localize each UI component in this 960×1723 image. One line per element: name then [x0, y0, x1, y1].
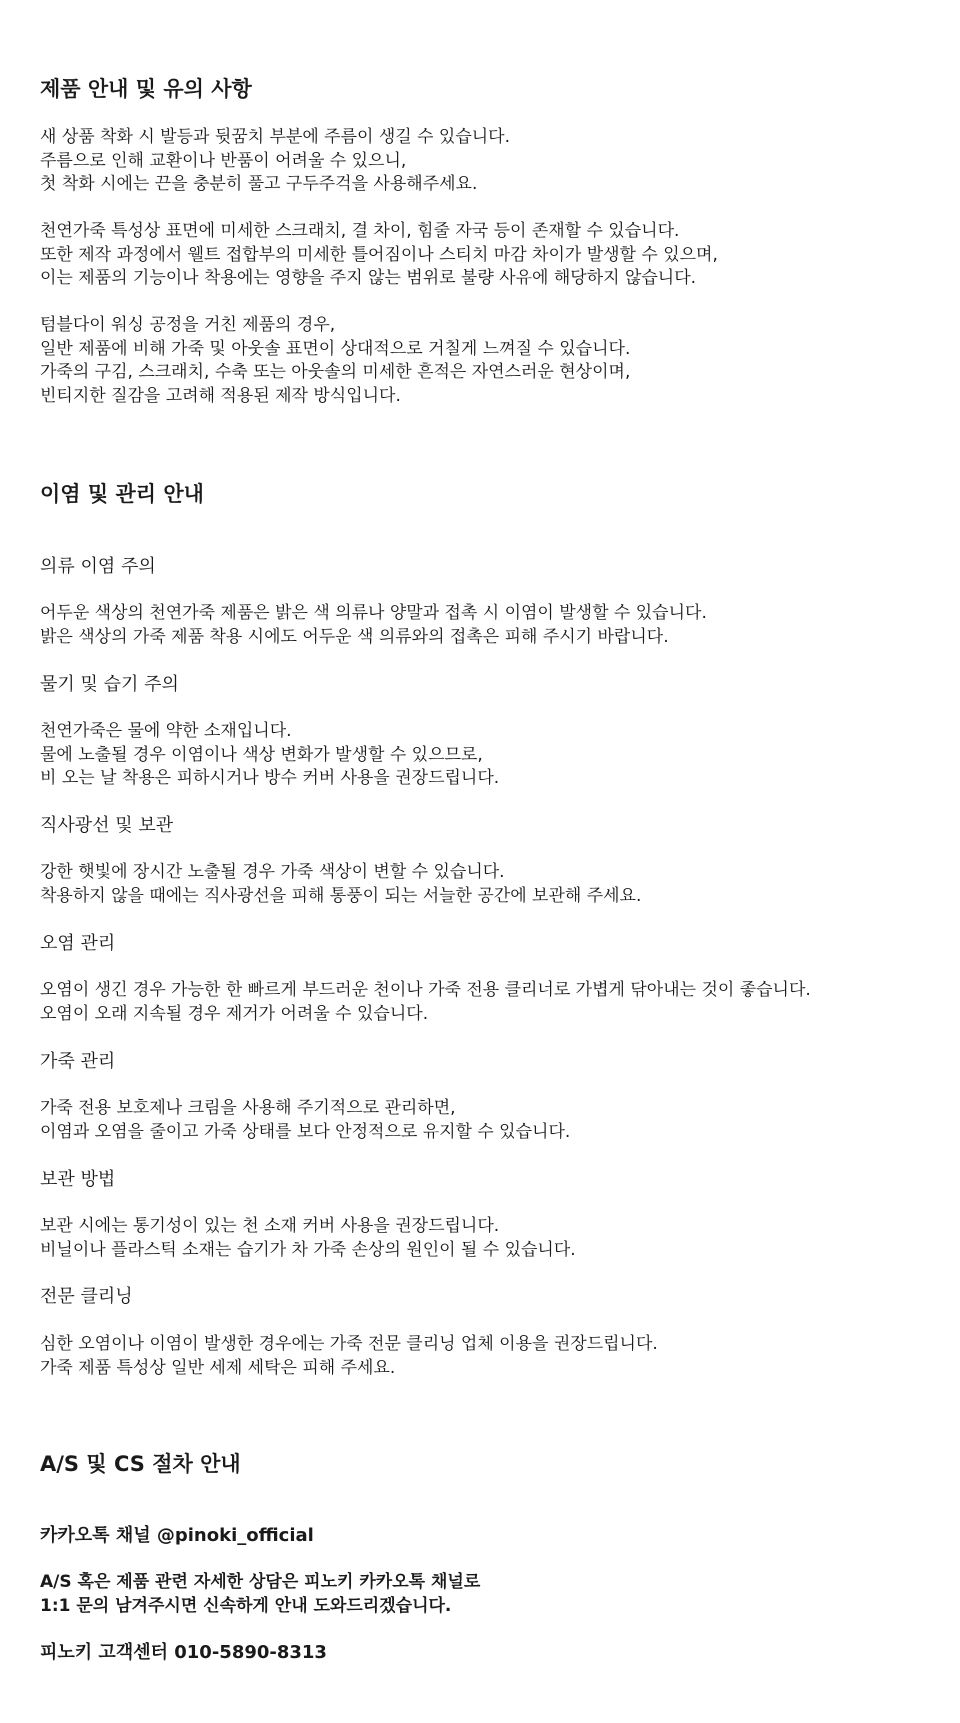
text-line: 빈티지한 질감을 고려해 적용된 제작 방식입니다. [40, 385, 401, 406]
phone-number: 피노키 고객센터 010-5890-8313 [40, 1642, 327, 1663]
product-notice-paragraph-3 [40, 314, 630, 408]
text-line: 천연가죽은 물에 약한 소재입니다. [40, 721, 292, 741]
text-line: 심한 오염이나 이염이 발생한 경우에는 가죽 전문 클리닝 업체 이용을 권장드립니다. [40, 1334, 658, 1354]
kakao-channel-id: 카카오톡 채널 @pinoki_official [40, 1525, 314, 1546]
care-heading-professional-cleaning: 전문 클리닝 [40, 1286, 133, 1307]
text-line: 가죽 제품 특성상 일반 세제 세탁은 피해 주세요. [40, 1357, 396, 1378]
text-line: 물에 노출될 경우 이염이나 색상 변화가 발생할 수 있으므로, [40, 744, 483, 765]
care-text-dye-transfer [40, 602, 707, 649]
text-line: 1:1 문의 남겨주시면 신속하게 안내 도와드리겠습니다. [40, 1595, 452, 1616]
section-title-cs-notice: A/S 및 CS 절차 안내 [40, 1452, 241, 1476]
text-line: 오염이 생긴 경우 가능한 한 빠르게 부드러운 천이나 가죽 전용 클리너로 가볍게 닦아내는 것이 좋습니다. [40, 980, 811, 1000]
care-text-leather-care [40, 1097, 570, 1144]
care-text-professional-cleaning [40, 1333, 658, 1380]
text-line: A/S 혹은 제품 관련 자세한 상담은 피노키 카카오톡 채널로 [40, 1572, 481, 1592]
text-line: 보관 시에는 통기성이 있는 천 소재 커버 사용을 권장드립니다. [40, 1216, 500, 1236]
text-line: 이염과 오염을 줄이고 가죽 상태를 보다 안정적으로 유지할 수 있습니다. [40, 1121, 571, 1142]
care-text-storage [40, 1215, 576, 1262]
text-line: 텀블다이 워싱 공정을 거친 제품의 경우, [40, 315, 336, 335]
care-text-stain [40, 979, 811, 1026]
text-line: 이는 제품의 기능이나 착용에는 영향을 주지 않는 범위로 불량 사유에 해당하지 않습니다. [40, 268, 697, 288]
care-text-sunlight [40, 861, 641, 908]
care-heading-sunlight: 직사광선 및 보관 [40, 815, 174, 836]
product-notice-paragraph-1 [40, 126, 510, 197]
text-line: 천연가죽 특성상 표면에 미세한 스크래치, 결 차이, 힘줄 자국 등이 존재할 수 있습니다. [40, 221, 680, 241]
section-title-care-notice: 이염 및 관리 안내 [40, 482, 204, 506]
care-heading-leather-care: 가죽 관리 [40, 1051, 116, 1072]
care-heading-dye-transfer: 의류 이염 주의 [40, 556, 156, 577]
care-heading-moisture: 물기 및 습기 주의 [40, 674, 179, 695]
text-line: 강한 햇빛에 장시간 노출될 경우 가죽 색상이 변할 수 있습니다. [40, 862, 505, 882]
text-line: 새 상품 착화 시 발등과 뒷꿈치 부분에 주름이 생길 수 있습니다. [40, 127, 510, 147]
text-line: 가죽의 구김, 스크래치, 수축 또는 아웃솔의 미세한 흔적은 자연스러운 현상이며, [40, 362, 631, 382]
text-line: 밝은 색상의 가죽 제품 착용 시에도 어두운 색 의류와의 접촉은 피해 주시기 바랍니다. [40, 626, 669, 647]
text-line: 비닐이나 플라스틱 소재는 습기가 차 가죽 손상의 원인이 될 수 있습니다. [40, 1239, 576, 1260]
text-line: 일반 제품에 비해 가죽 및 아웃솔 표면이 상대적으로 거칠게 느껴질 수 있습니다. [40, 338, 631, 359]
text-line: 착용하지 않을 때에는 직사광선을 피해 통풍이 되는 서늘한 공간에 보관해 주세요. [40, 885, 642, 906]
section-title-product-notice: 제품 안내 및 유의 사항 [40, 77, 252, 101]
text-line: 가죽 전용 보호제나 크림을 사용해 주기적으로 관리하면, [40, 1098, 456, 1118]
care-heading-stain: 오염 관리 [40, 933, 116, 954]
care-heading-storage: 보관 방법 [40, 1169, 116, 1190]
text-line: 또한 제작 과정에서 웰트 접합부의 미세한 틀어짐이나 스티치 마감 차이가 발생할 수 있으며, [40, 244, 718, 265]
text-line: 비 오는 날 착용은 피하시거나 방수 커버 사용을 권장드립니다. [40, 768, 500, 788]
care-text-moisture [40, 720, 499, 791]
kakao-channel-text [40, 1524, 314, 1548]
customer-center-phone [40, 1641, 327, 1665]
text-line: 어두운 색상의 천연가죽 제품은 밝은 색 의류나 양말과 접촉 시 이염이 발생할 수 있습니다. [40, 603, 707, 623]
text-line: 주름으로 인해 교환이나 반품이 어려울 수 있으니, [40, 150, 407, 171]
cs-guide-text [40, 1571, 480, 1618]
text-line: 오염이 오래 지속될 경우 제거가 어려울 수 있습니다. [40, 1003, 429, 1024]
text-line: 첫 착화 시에는 끈을 충분히 풀고 구두주걱을 사용해주세요. [40, 174, 478, 194]
product-notice-paragraph-2 [40, 220, 718, 291]
